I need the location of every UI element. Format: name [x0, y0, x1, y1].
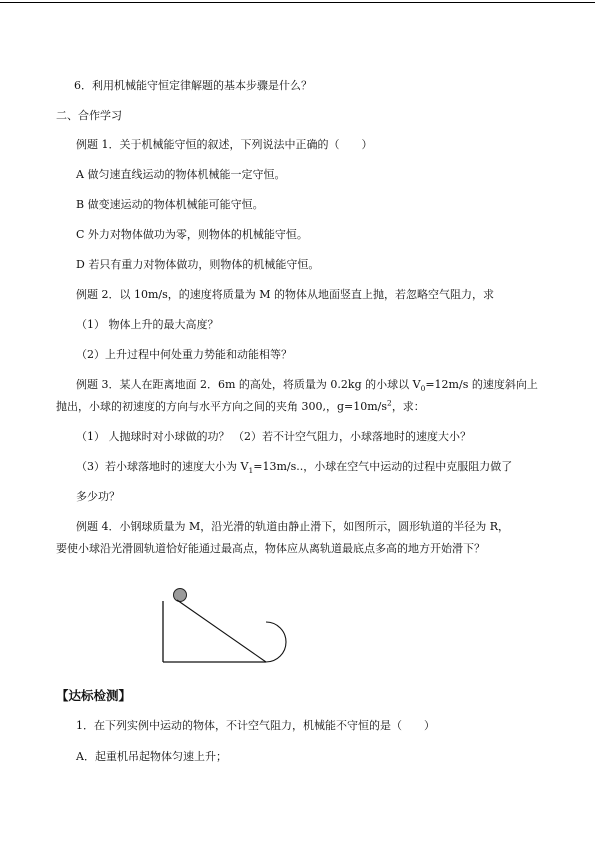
example-3-question-3-continued: 多少功？ [76, 490, 120, 503]
section-heading-cooperative-study: 二、合作学习 [56, 109, 122, 122]
example-4-line-1: 例题 4．小钢球质量为 M，沿光滑的轨道由静止滑下，如图所示，圆形轨道的半径为 R， [76, 520, 510, 533]
example-3-question-3 [76, 460, 512, 474]
example-1-option-b: B 做变速运动的物体机械能可能守恒。 [76, 198, 264, 211]
example-3-question-3-part-b: =13m/s..，小球在空气中运动的过程中克服阻力做了 [253, 460, 513, 473]
check-heading: 【达标检测】 [56, 688, 132, 703]
example-1-option-c: C 外力对物体做功为零，则物体的机械能守恒。 [76, 228, 308, 241]
incline-track [177, 600, 266, 662]
example-1-option-a: A 做匀速直线运动的物体机械能一定守恒。 [76, 168, 286, 181]
question-6: 6．利用机械能守恒定律解题的基本步骤是什么？ [74, 79, 312, 92]
track-diagram [158, 584, 298, 666]
example-3-stem-part-a: 例题 3．某人在距离地面 2．6m 的高处，将质量为 0.2kg 的小球以 V [76, 378, 421, 391]
example-3-question-3-part-a: （3）若小球落地时的速度大小为 V [76, 460, 249, 473]
example-2-question-2: （2）上升过程中何处重力势能和动能相等？ [76, 348, 292, 361]
example-3-stem-part-b: =12m/s 的速度斜向上 [425, 378, 538, 391]
example-3-stem [76, 378, 538, 392]
circular-loop-track [266, 622, 286, 662]
g-unit-superscript: 2 [387, 398, 392, 408]
check-question-1: 1．在下列实例中运动的物体，不计空气阻力，机械能不守恒的是（ ） [76, 719, 435, 732]
steel-ball [174, 589, 187, 602]
example-3-questions-1-2: （1） 人抛球时对小球做的功？ （2）若不计空气阻力，小球落地时的速度大小？ [76, 430, 471, 443]
check-question-1-option-a: A．起重机吊起物体匀速上升； [76, 750, 227, 763]
v1-subscript: 1 [248, 466, 254, 476]
example-4-line-2: 要使小球沿光滑圆轨道恰好能通过最高点，物体应从离轨道最底点多高的地方开始滑下？ [56, 542, 485, 555]
top-rule [0, 2, 595, 3]
example-2-question-1: （1） 物体上升的最大高度？ [76, 318, 219, 331]
example-1-option-d: D 若只有重力对物体做功，则物体的机械能守恒。 [76, 258, 320, 271]
example-1-stem: 例题 1．关于机械能守恒的叙述，下列说法中正确的（ ） [76, 138, 373, 151]
example-3-line-2 [56, 400, 425, 414]
example-3-line-2-part-b: ，求： [391, 400, 425, 413]
example-2-stem: 例题 2．以 10m/s，的速度将质量为 M 的物体从地面竖直上抛，若忽略空气阻力，求 [76, 288, 495, 301]
example-3-line-2-part-a: 抛出，小球的初速度的方向与水平方向之间的夹角 300,，g=10m/s [56, 400, 388, 413]
v0-subscript: 0 [420, 384, 426, 394]
